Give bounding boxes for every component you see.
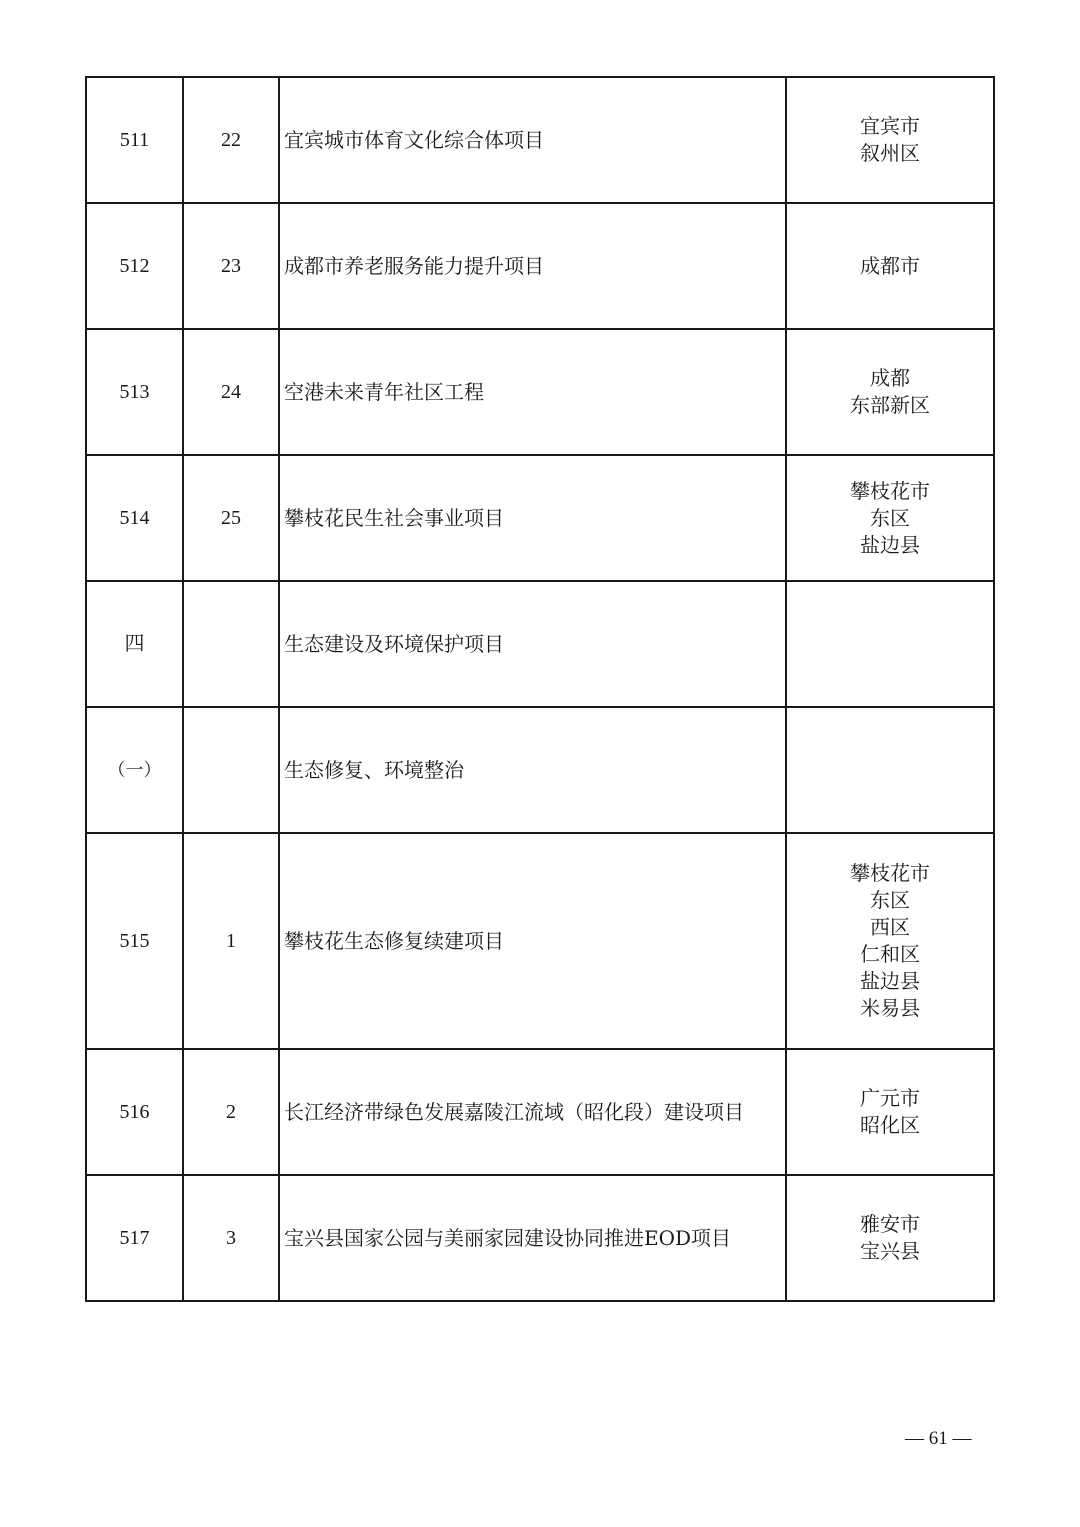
serial-number-cell: 513 [86, 329, 183, 455]
location-line: 雅安市 [860, 1212, 920, 1236]
serial-number-cell: 517 [86, 1175, 183, 1301]
category-row [86, 581, 994, 707]
location-cell [786, 1175, 994, 1301]
location-line: 昭化区 [860, 1113, 920, 1137]
subcategory-row [86, 707, 994, 833]
project-name-cell: 宜宾城市体育文化综合体项目 [279, 77, 786, 203]
page-number: — 61 — [905, 1428, 972, 1449]
project-name-cell: 空港未来青年社区工程 [279, 329, 786, 455]
location-line: 攀枝花市 [850, 478, 930, 503]
location-line: 宝兴县 [860, 1239, 920, 1263]
project-name-cell: 长江经济带绿色发展嘉陵江流域（昭化段）建设项目 [279, 1049, 786, 1175]
sub-number-cell: 22 [183, 77, 279, 203]
project-name-cell: 攀枝花民生社会事业项目 [279, 455, 786, 581]
location-line: 仁和区 [860, 942, 920, 966]
sub-number-cell: 3 [183, 1175, 279, 1301]
project-name-cell: 攀枝花生态修复续建项目 [279, 833, 786, 1049]
location-cell [786, 1049, 994, 1175]
sub-number-cell: 1 [183, 833, 279, 1049]
location-line: 东部新区 [850, 393, 930, 417]
category-name-cell: 生态建设及环境保护项目 [279, 581, 786, 707]
location-cell [786, 833, 994, 1049]
serial-number-cell: 511 [86, 77, 183, 203]
location-cell [786, 77, 994, 203]
location-line: 东区 [870, 888, 910, 912]
project-table [85, 76, 995, 1302]
location-line: 宜宾市 [860, 114, 920, 138]
location-cell [786, 581, 994, 707]
location-cell [786, 329, 994, 455]
location-cell [786, 455, 994, 581]
location-line: 叙州区 [860, 141, 920, 165]
table-row [86, 1049, 994, 1175]
location-line: 东区 [870, 505, 910, 530]
table-row [86, 203, 994, 329]
sub-number-cell: 24 [183, 329, 279, 455]
sub-number-cell: 25 [183, 455, 279, 581]
table-row [86, 77, 994, 203]
table-row [86, 1175, 994, 1301]
sub-number-cell: 2 [183, 1049, 279, 1175]
subcategory-name-cell: 生态修复、环境整治 [279, 707, 786, 833]
location-line: 攀枝花市 [850, 861, 930, 885]
serial-number-cell: 514 [86, 455, 183, 581]
sub-number-cell [183, 707, 279, 833]
project-name-cell: 宝兴县国家公园与美丽家园建设协同推进EOD项目 [279, 1175, 786, 1301]
table-row [86, 455, 994, 581]
location-line: 成都 [870, 366, 910, 390]
location-line: 西区 [870, 915, 910, 939]
category-number-cell: 四 [86, 581, 183, 707]
location-line: 广元市 [860, 1086, 920, 1110]
location-line: 盐边县 [860, 969, 920, 993]
sub-number-cell: 23 [183, 203, 279, 329]
table-row [86, 329, 994, 455]
location-line: 盐边县 [860, 532, 920, 557]
location-cell [786, 203, 994, 329]
subcategory-number-cell: （一） [86, 707, 183, 833]
location-cell [786, 707, 994, 833]
location-line: 成都市 [860, 253, 920, 278]
location-line: 米易县 [860, 996, 920, 1020]
sub-number-cell [183, 581, 279, 707]
project-name-cell: 成都市养老服务能力提升项目 [279, 203, 786, 329]
table-row [86, 833, 994, 1049]
serial-number-cell: 512 [86, 203, 183, 329]
serial-number-cell: 515 [86, 833, 183, 1049]
serial-number-cell: 516 [86, 1049, 183, 1175]
